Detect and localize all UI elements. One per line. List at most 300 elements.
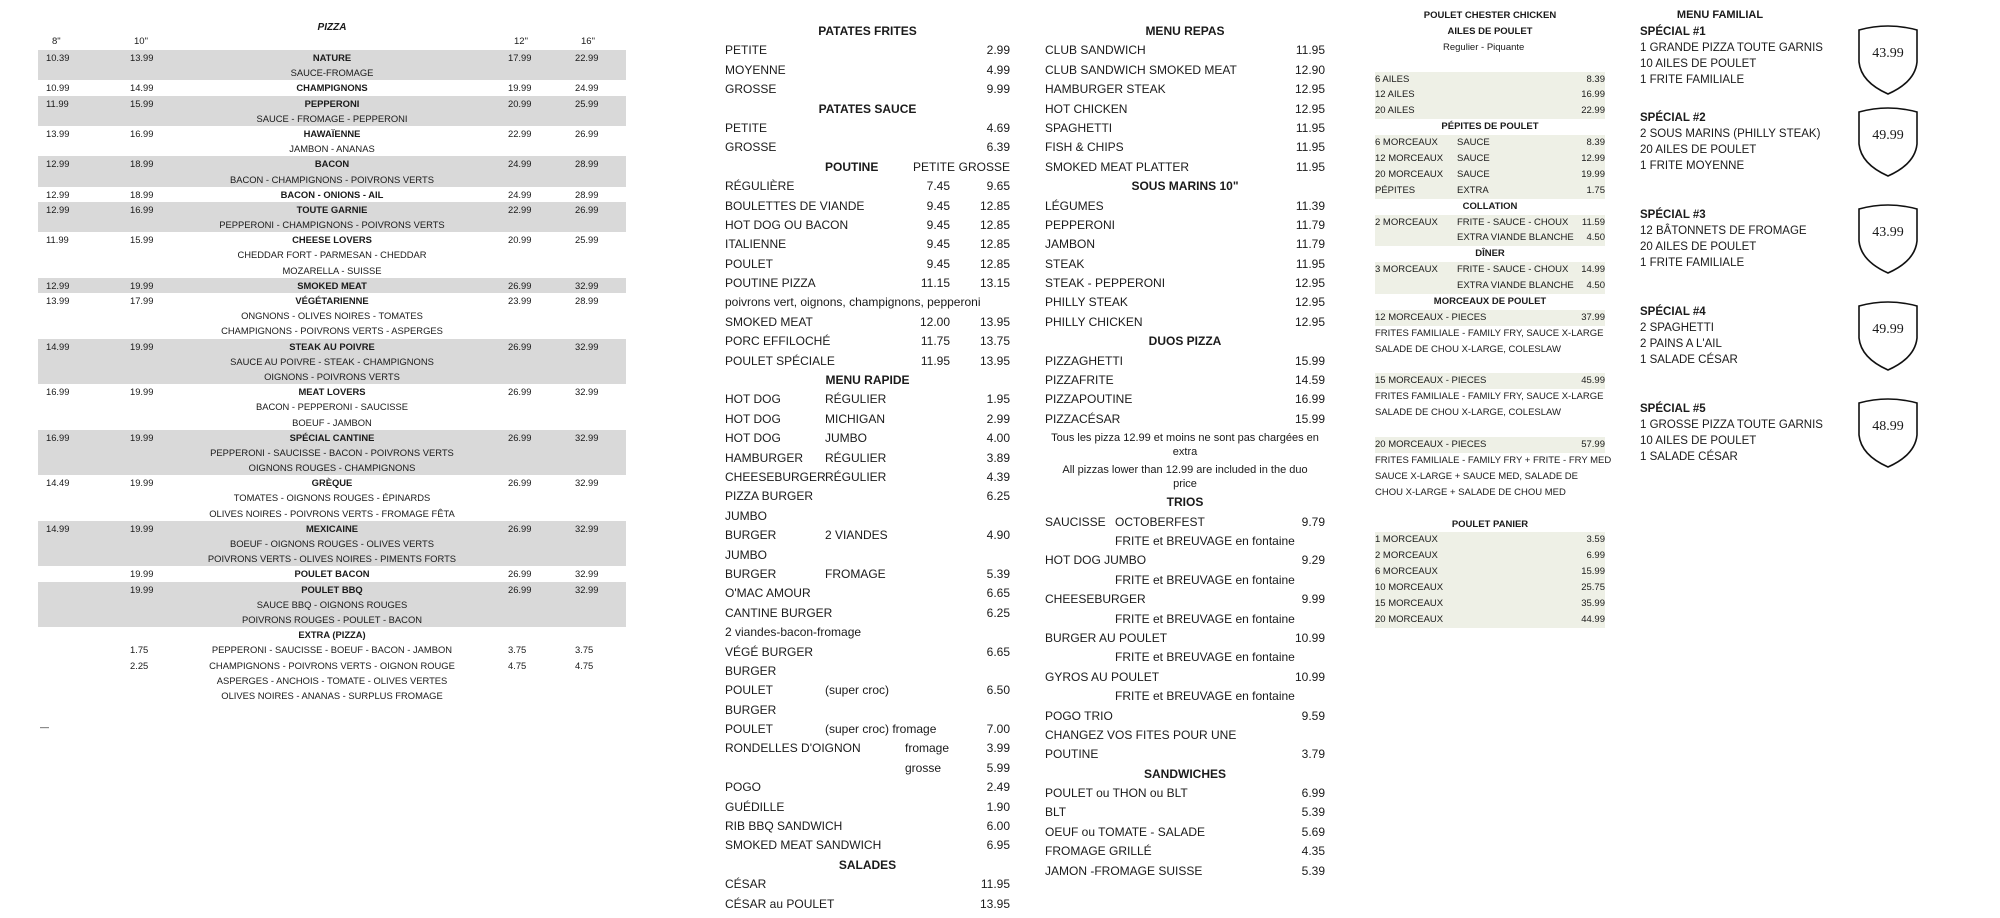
pizza-name: EXTRA (PIZZA) (298, 629, 366, 641)
item-price: 13.95 (979, 896, 1010, 911)
menu-item (725, 895, 1010, 914)
item-name: CHEESEBURGER (725, 469, 826, 484)
pizza-ingredients-row (38, 642, 626, 657)
item-name: STEAK (1045, 256, 1085, 271)
price-12: 24.99 (508, 188, 532, 200)
item-name: FRITES FAMILIALE - FAMILY FRY, SAUCE X-LARGE (1375, 327, 1604, 339)
special-price: 43.99 (1872, 225, 1904, 240)
price-shield (1855, 300, 1921, 375)
menu-item (725, 584, 1010, 603)
menu-item (725, 293, 1010, 312)
item-name: CÉSAR au POULET (725, 896, 835, 911)
family-menu-section (1640, 8, 1910, 498)
price-16: 24.99 (575, 82, 599, 94)
price-12: 22.99 (508, 127, 532, 139)
item-name: FISH & CHIPS (1045, 140, 1124, 155)
item-name: 6 MORCEAUX (1375, 137, 1438, 149)
price-12: 17.99 (508, 52, 532, 63)
price-8: 11.99 (46, 97, 69, 109)
section-heading: SOUS MARINS 10" (1131, 179, 1239, 194)
sub-text: FRITE et BREUVAGE en fontaine (1115, 533, 1295, 548)
item-price: 25.75 (1581, 582, 1605, 594)
item-name: VÉGÉ BURGER (725, 644, 814, 659)
menu-item (725, 80, 1010, 99)
menu-item (725, 662, 1010, 681)
item-name: OEUF ou TOMATE - SALADE (1045, 824, 1206, 839)
specials-list (1640, 24, 1910, 498)
item-name: HAMBURGER (725, 450, 804, 465)
price-8: 12.99 (46, 158, 70, 170)
menu-item (725, 197, 1010, 216)
item-price: 4.00 (986, 431, 1010, 446)
item-option: (super croc) fromage (825, 722, 937, 737)
menu-item (1045, 100, 1325, 119)
item-option: RÉGULIER (825, 469, 887, 484)
price-10: 16.99 (130, 203, 154, 215)
menu-item (1375, 453, 1612, 469)
item-option: RÉGULIER (825, 392, 887, 407)
pizza-ingredients-row (38, 141, 626, 156)
section-heading: SALADES (838, 857, 897, 872)
item-price: 5.39 (1301, 805, 1325, 820)
menu-item (1045, 352, 1325, 371)
note-text: All pizzas lower than 12.99 are included in the duo price (1062, 464, 1308, 491)
item-name: 12 MORCEAUX (1375, 153, 1444, 165)
price-8: 12.99 (46, 279, 70, 291)
menu-item (1045, 235, 1325, 254)
section-heading: PATATES FRITES (818, 24, 917, 38)
special-item: 2 SOUS MARINS (PHILLY STEAK) (1640, 128, 1821, 140)
menu-item (725, 352, 1010, 371)
menu-item (725, 720, 1010, 739)
section-heading: MENU REPAS (1145, 24, 1225, 38)
section-heading: MENU RAPIDE (825, 373, 910, 388)
item-name: CLUB SANDWICH SMOKED MEAT (1045, 62, 1237, 77)
pizza-ingredients: MOZARELLA - SUISSE (282, 264, 382, 276)
menu-item (1045, 726, 1325, 745)
item-option: grosse (905, 760, 942, 775)
price-12: 26.99 (508, 386, 532, 398)
item-price: 19.99 (1581, 168, 1605, 180)
menu-item (1045, 390, 1325, 409)
menu-item (725, 119, 1010, 138)
menu-item (1375, 564, 1605, 580)
menu-item (1375, 278, 1605, 294)
price-8: 10.99 (46, 82, 70, 94)
item-price: 15.99 (1294, 411, 1325, 426)
pizza-ingredients-row (38, 399, 626, 414)
pizza-row (38, 627, 626, 642)
size-8: 8" (52, 36, 61, 47)
item-name: POUTINE PIZZA (725, 276, 816, 291)
price-10: 19.99 (130, 386, 154, 398)
special-price: 49.99 (1872, 128, 1904, 143)
item-name: HOT DOG (725, 431, 781, 446)
price-8: 14.99 (46, 340, 70, 352)
menu-item (725, 410, 1010, 429)
item-name: 2 MORCEAUX (1375, 550, 1438, 562)
item-name: 20 AILES (1375, 105, 1415, 117)
item-option: EXTRA (1457, 184, 1489, 196)
menu-item (725, 701, 1010, 720)
menu-item (1045, 158, 1325, 177)
sub-line (1045, 610, 1325, 629)
item-price: 45.99 (1581, 375, 1605, 387)
pizza-ingredients-row (38, 612, 626, 627)
price-10: 2.25 (130, 659, 149, 671)
item-name: 15 MORCEAUX (1375, 597, 1444, 609)
price-10: 19.99 (130, 279, 154, 291)
item-price: 1.75 (1586, 184, 1605, 196)
item-price: 11.95 (1295, 256, 1325, 271)
item-price: 15.99 (1581, 566, 1605, 578)
item-price: 5.39 (1301, 863, 1325, 878)
pizza-name: STEAK AU POIVRE (289, 340, 375, 352)
menu-item (725, 526, 1010, 545)
size-16: 16" (581, 36, 595, 47)
menu-item (725, 332, 1010, 351)
special-item: 20 AILES DE POULET (1640, 144, 1757, 156)
item-name: GYROS AU POULET (1045, 669, 1160, 684)
price-8: 14.99 (46, 522, 70, 534)
item-name: FRITES FAMILIALE - FAMILY FRY, SAUCE X-LARGE (1375, 391, 1604, 403)
item-price: 11.79 (1295, 237, 1325, 252)
pizza-row (38, 202, 626, 217)
price-10: 1.75 (130, 644, 149, 656)
menu-item (1375, 230, 1605, 246)
price-12: 26.99 (508, 431, 532, 443)
price-grosse: 12.85 (979, 217, 1010, 232)
menu-item (1045, 410, 1325, 429)
menu-item (725, 138, 1010, 157)
special-item: 1 FRITE MOYENNE (1640, 160, 1745, 172)
pizza-ingredients: CHEDDAR FORT - PARMESAN - CHEDDAR (237, 249, 427, 261)
item-name: SALADE DE CHOU X-LARGE, COLESLAW (1375, 407, 1562, 419)
price-shield (1855, 397, 1921, 472)
menu-item (725, 643, 1010, 662)
special-block (1640, 24, 1910, 110)
item-price: 4.99 (986, 62, 1010, 77)
price-grosse: 12.85 (979, 237, 1010, 252)
item-option: MICHIGAN (825, 411, 885, 426)
menu-item (1375, 532, 1605, 548)
menu-item (725, 487, 1010, 506)
item-price: 9.59 (1301, 708, 1325, 723)
price-8: 11.99 (46, 234, 69, 246)
special-item: 1 GRANDE PIZZA TOUTE GARNIS (1640, 42, 1823, 54)
item-price: 11.95 (980, 877, 1010, 892)
pizza-section (38, 22, 626, 703)
pizza-ingredients: ASPERGES - ANCHOIS - TOMATE - OLIVES VERTES (216, 674, 448, 686)
item-name: PIZZACÉSAR (1045, 411, 1121, 426)
sub-text: Regulier - Piquante (1443, 41, 1525, 53)
item-name: BURGER AU POULET (1045, 630, 1168, 645)
item-name: HOT DOG (725, 411, 781, 426)
menu-item (1045, 551, 1325, 570)
price-petite: 9.45 (926, 217, 950, 232)
price-12: 26.99 (508, 583, 532, 595)
item-name: HAMBURGER STEAK (1045, 82, 1166, 97)
special-block (1640, 110, 1910, 207)
item-name: SMOKED MEAT PLATTER (1045, 159, 1190, 174)
menu-item (1375, 135, 1605, 151)
menu-item (1045, 371, 1325, 390)
item-price: 12.99 (1581, 153, 1605, 165)
special-block (1640, 401, 1910, 498)
item-price: 12.90 (1294, 62, 1325, 77)
menu-item (725, 778, 1010, 797)
pizza-ingredients: SAUCE - FROMAGE - PEPPERONI (256, 112, 408, 124)
pizza-ingredients-row (38, 415, 626, 430)
pizza-row (38, 582, 626, 597)
item-name: 6 MORCEAUX (1375, 566, 1438, 578)
sub-line (1375, 40, 1605, 56)
menu-item (1375, 596, 1605, 612)
item-name: CHEESEBURGER (1045, 592, 1146, 607)
special-item: 20 AILES DE POULET (1640, 241, 1757, 253)
price-16: 32.99 (575, 477, 599, 489)
price-grosse: 13.95 (979, 314, 1010, 329)
item-price: 6.00 (986, 819, 1010, 834)
item-name: HOT DOG OU BACON (725, 217, 849, 232)
pizza-row (38, 156, 626, 171)
item-name: 6 AILES (1375, 73, 1410, 85)
pizza-name: PEPPERONI (304, 97, 360, 109)
special-block (1640, 304, 1910, 401)
price-8: 13.99 (46, 295, 70, 306)
section-heading: POULET PANIER (1451, 518, 1529, 530)
pizza-ingredients-row (38, 369, 626, 384)
pizza-ingredients: PEPPERONI - SAUCISSE - BOEUF - BACON - JAMBON (211, 644, 453, 656)
price-petite: 9.45 (926, 256, 950, 271)
menu-item (1045, 784, 1325, 803)
menu-item (725, 798, 1010, 817)
item-price: 11.59 (1581, 216, 1605, 228)
item-price: 16.99 (1581, 89, 1605, 101)
item-option: JUMBO (825, 431, 867, 446)
section-heading: COLLATION (1462, 200, 1518, 212)
section-heading: DÎNER (1475, 248, 1505, 260)
price-10: 18.99 (130, 188, 154, 200)
item-price: 2.49 (986, 780, 1010, 795)
item-name: SAUCE X-LARGE + SAUCE MED, SALADE DE (1375, 470, 1578, 482)
item-name: GROSSE (725, 82, 777, 97)
item-price: 12.95 (1294, 82, 1325, 97)
item-option: SAUCE (1457, 153, 1490, 165)
menu-item (725, 255, 1010, 274)
item-name: CLUB SANDWICH (1045, 43, 1146, 58)
item-name: BURGER (725, 663, 777, 678)
section-heading: TRIOS (1166, 495, 1204, 510)
price-8: 13.99 (46, 127, 70, 139)
pizza-name: VÉGÉTARIENNE (295, 295, 369, 306)
pizza-row (38, 126, 626, 141)
pizza-title: PIZZA (317, 22, 347, 33)
item-name: PIZZAGHETTI (1045, 353, 1123, 368)
menu-item (1045, 668, 1325, 687)
price-petite: 11.15 (920, 276, 950, 291)
sub-text: FRITE et BREUVAGE en fontaine (1115, 611, 1295, 626)
special-price: 49.99 (1872, 322, 1904, 337)
poutine-header (725, 158, 1010, 177)
item-price: 11.95 (1295, 43, 1325, 58)
pizza-row (38, 430, 626, 445)
price-10: 15.99 (130, 234, 154, 246)
pizza-ingredients: TOMATES - OIGNONS ROUGES - ÉPINARDS (233, 492, 431, 504)
menu-item (1375, 389, 1605, 405)
item-price: 3.79 (1301, 747, 1325, 762)
menu-item (725, 216, 1010, 235)
price-8: 12.99 (46, 188, 70, 200)
price-16: 3.75 (575, 644, 594, 656)
special-title: SPÉCIAL #1 (1640, 26, 1706, 38)
item-price: 37.99 (1581, 311, 1605, 323)
pizza-name: SPÉCIAL CANTINE (289, 431, 375, 443)
menu-item (1045, 590, 1325, 609)
menu-item (1375, 342, 1605, 358)
item-name: SMOKED MEAT SANDWICH (725, 838, 882, 853)
menu-item (1045, 138, 1325, 157)
menu-item (725, 41, 1010, 60)
price-10: 14.99 (130, 82, 154, 94)
sub-text: FRITE et BREUVAGE en fontaine (1115, 689, 1295, 704)
menu-item (1045, 513, 1325, 532)
menu-item (1045, 216, 1325, 235)
price-shield (1855, 106, 1921, 181)
menu-item (1375, 358, 1605, 374)
item-price: 6.99 (1586, 550, 1605, 562)
item-price: 6.25 (986, 489, 1010, 504)
item-price: 6.65 (986, 586, 1010, 601)
price-12: 3.75 (508, 644, 527, 656)
special-title: SPÉCIAL #5 (1640, 403, 1706, 415)
menu-item (1375, 326, 1605, 342)
item-name: POGO (725, 780, 762, 795)
price-12: 20.99 (508, 234, 532, 246)
item-price: 4.50 (1586, 232, 1605, 244)
item-price: 3.89 (986, 450, 1010, 465)
item-price: 6.39 (986, 140, 1010, 155)
item-name: GROSSE (725, 140, 777, 155)
item-name: BOULETTES DE VIANDE (725, 198, 865, 213)
pizza-ingredients-row (38, 65, 626, 80)
menu-item (725, 507, 1010, 526)
item-price: 6.50 (986, 683, 1010, 698)
section-heading: POULET CHESTER CHICKEN (1423, 10, 1557, 21)
menu-item (725, 177, 1010, 196)
menu-item (725, 739, 1010, 758)
note-text: Tous les pizza 12.99 et moins ne sont pas chargées en extra (1051, 432, 1319, 459)
price-12: 20.99 (508, 97, 532, 109)
price-shield (1855, 24, 1921, 99)
price-petite: 9.45 (926, 198, 950, 213)
item-price: 2.99 (986, 43, 1010, 58)
item-price: 14.99 (1581, 264, 1605, 276)
item-option: FROMAGE (825, 566, 886, 581)
price-grosse: 12.85 (979, 256, 1010, 271)
item-price: 4.50 (1586, 280, 1605, 292)
pizza-ingredients-row (38, 217, 626, 232)
item-price: 11.95 (1295, 140, 1325, 155)
item-name: ITALIENNE (725, 237, 787, 252)
item-option: FRITE - SAUCE - CHOUX (1457, 264, 1569, 276)
item-option: 2 VIANDES (825, 528, 888, 543)
menu-item (725, 390, 1010, 409)
special-title: SPÉCIAL #3 (1640, 209, 1706, 221)
price-12: 26.99 (508, 477, 532, 489)
item-name: FRITES FAMILIALE - FAMILY FRY + FRITE - FRY MED (1375, 454, 1612, 466)
item-name: GUÉDILLE (725, 799, 785, 814)
pizza-ingredients-row (38, 445, 626, 460)
item-price: 9.29 (1301, 553, 1325, 568)
price-8: 12.99 (46, 203, 70, 215)
item-price: 10.99 (1294, 630, 1325, 645)
pizza-name: CHAMPIGNONS (296, 82, 368, 94)
pizza-name: HAWAÏENNE (303, 127, 361, 139)
sub-text: FRITE et BREUVAGE en fontaine (1115, 650, 1295, 665)
pizza-row (38, 278, 626, 293)
price-grosse: 13.95 (979, 353, 1010, 368)
price-10: 19.99 (130, 583, 154, 595)
pizza-ingredients: OLIVES NOIRES - POIVRONS VERTS - FROMAGE FÊTA (209, 507, 455, 519)
item-price: 3.59 (1586, 534, 1605, 546)
pizza-row (38, 187, 626, 202)
price-12: 26.99 (508, 279, 532, 291)
price-16: 32.99 (575, 279, 599, 291)
pizza-row (38, 80, 626, 95)
price-petite: 9.45 (926, 237, 950, 252)
item-name: CANTINE BURGER (725, 605, 833, 620)
pizza-name: BACON (314, 158, 350, 170)
price-12: 23.99 (508, 295, 532, 306)
item-option: EXTRA VIANDE BLANCHE (1457, 280, 1574, 292)
pizza-name: POULET BACON (294, 568, 370, 580)
pizza-name: BACON - ONIONS - AIL (280, 188, 384, 200)
menu-item (1045, 255, 1325, 274)
menu-item (725, 313, 1010, 332)
size-10: 10" (134, 36, 148, 47)
price-10: 19.99 (130, 522, 154, 534)
item-name: POGO TRIO (1045, 708, 1113, 723)
menu-item (725, 449, 1010, 468)
item-name: CÉSAR (725, 877, 767, 892)
item-name: 2 viandes-bacon-fromage (725, 625, 862, 640)
item-price: 6.99 (1301, 786, 1325, 801)
item-name: PIZZA BURGER (725, 489, 814, 504)
item-name: PHILLY STEAK (1045, 295, 1128, 310)
menu-item (1375, 167, 1605, 183)
item-option: (super croc) (825, 683, 890, 698)
price-12: 19.99 (508, 82, 532, 94)
item-price: 5.99 (986, 760, 1010, 775)
pizza-row (38, 50, 626, 65)
item-name: PETITE (725, 43, 768, 58)
menu-item (1375, 612, 1605, 628)
pizza-name: MEXICAINE (305, 522, 359, 534)
poutine-heading: POUTINE (825, 159, 879, 174)
col-petite: PETITE (913, 159, 956, 174)
item-name: BURGER (725, 528, 777, 543)
special-item: 10 AILES DE POULET (1640, 435, 1757, 447)
item-price: 10.99 (1294, 669, 1325, 684)
special-price: 48.99 (1872, 419, 1904, 434)
item-name: PÉPITES (1375, 184, 1416, 196)
section-heading: DUOS PIZZA (1148, 334, 1222, 349)
menu-item (1375, 151, 1605, 167)
item-name: poivrons vert, oignons, champignons, pepperoni (725, 295, 981, 310)
pizza-ingredients-row (38, 551, 626, 566)
pizza-ingredients-row (38, 460, 626, 475)
